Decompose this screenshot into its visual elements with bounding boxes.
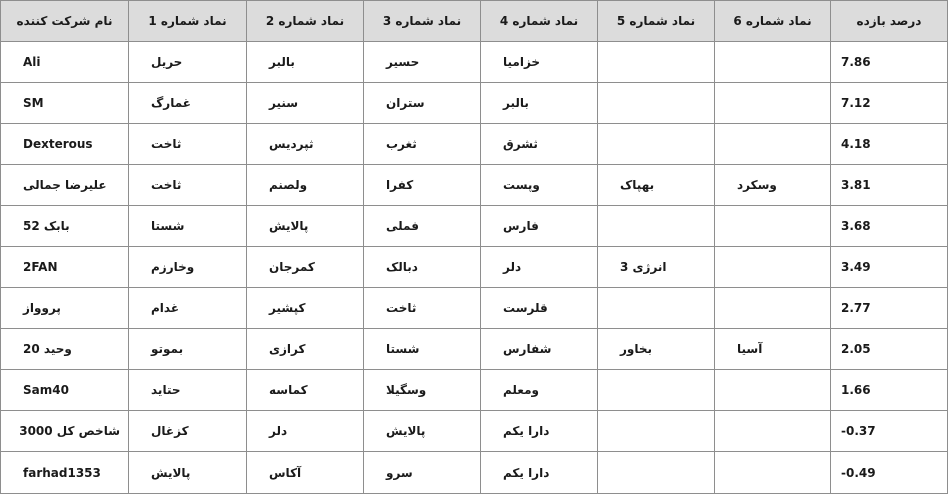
cell-symbol-4: فارس xyxy=(481,206,598,247)
cell-symbol-3: سرو xyxy=(364,452,481,494)
header-symbol-1: نماد شماره 1 xyxy=(129,1,247,42)
table-row xyxy=(1,329,948,370)
cell-symbol-2: پالایش xyxy=(247,206,364,247)
cell-symbol-1: ثاخت xyxy=(129,124,247,165)
cell-symbol-4: خزامیا xyxy=(481,42,598,83)
cell-symbol-2: دلر xyxy=(247,411,364,452)
cell-symbol-6 xyxy=(715,411,831,452)
cell-return-percent: 3.81 xyxy=(831,165,948,206)
cell-return-percent: 3.68 xyxy=(831,206,948,247)
cell-return-percent: 3.49 xyxy=(831,247,948,288)
cell-symbol-1: ثاخت xyxy=(129,165,247,206)
cell-company: شاخص کل 3000 xyxy=(1,411,129,452)
cell-symbol-1: بموتو xyxy=(129,329,247,370)
cell-symbol-3: ستران xyxy=(364,83,481,124)
cell-symbol-4: قلرست xyxy=(481,288,598,329)
cell-symbol-1: کزغال xyxy=(129,411,247,452)
cell-return-percent: 2.77 xyxy=(831,288,948,329)
cell-symbol-6 xyxy=(715,247,831,288)
cell-return-percent: 7.12 xyxy=(831,83,948,124)
cell-company: Sam40 xyxy=(1,370,129,411)
cell-symbol-4: دارا یکم xyxy=(481,452,598,494)
cell-company: farhad1353 xyxy=(1,452,129,494)
cell-symbol-4: دلر xyxy=(481,247,598,288)
cell-symbol-5: بخاور xyxy=(598,329,715,370)
cell-symbol-6 xyxy=(715,42,831,83)
cell-symbol-1: غدام xyxy=(129,288,247,329)
cell-symbol-3: پالایش xyxy=(364,411,481,452)
cell-symbol-3: وسگیلا xyxy=(364,370,481,411)
cell-return-percent: 7.86 xyxy=(831,42,948,83)
cell-symbol-2: سنیر xyxy=(247,83,364,124)
cell-symbol-3: دبالک xyxy=(364,247,481,288)
table-row xyxy=(1,452,948,494)
cell-symbol-5 xyxy=(598,370,715,411)
cell-company: بابک 52 xyxy=(1,206,129,247)
cell-company: علیرضا جمالی xyxy=(1,165,129,206)
cell-company: SM xyxy=(1,83,129,124)
cell-symbol-3: حسیر xyxy=(364,42,481,83)
cell-symbol-6 xyxy=(715,452,831,494)
cell-symbol-1: حریل xyxy=(129,42,247,83)
cell-symbol-5 xyxy=(598,83,715,124)
cell-company: 2FAN xyxy=(1,247,129,288)
cell-return-percent: 4.18 xyxy=(831,124,948,165)
cell-return-percent: -0.37 xyxy=(831,411,948,452)
header-symbol-4: نماد شماره 4 xyxy=(481,1,598,42)
table-row xyxy=(1,124,948,165)
cell-return-percent: 2.05 xyxy=(831,329,948,370)
cell-symbol-5 xyxy=(598,42,715,83)
cell-company: پروواز xyxy=(1,288,129,329)
cell-symbol-5 xyxy=(598,411,715,452)
header-symbol-5: نماد شماره 5 xyxy=(598,1,715,42)
cell-company: Ali xyxy=(1,42,129,83)
table-row xyxy=(1,370,948,411)
cell-symbol-1: حتاید xyxy=(129,370,247,411)
cell-company: Dexterous xyxy=(1,124,129,165)
cell-symbol-6: وسکرد xyxy=(715,165,831,206)
table-row xyxy=(1,165,948,206)
cell-symbol-1: شستا xyxy=(129,206,247,247)
cell-symbol-6 xyxy=(715,206,831,247)
header-symbol-6: نماد شماره 6 xyxy=(715,1,831,42)
cell-symbol-3: شستا xyxy=(364,329,481,370)
table-row xyxy=(1,247,948,288)
table-row xyxy=(1,411,948,452)
cell-symbol-2: کرازی xyxy=(247,329,364,370)
table-row xyxy=(1,288,948,329)
cell-symbol-5 xyxy=(598,206,715,247)
cell-symbol-2: کمرجان xyxy=(247,247,364,288)
cell-symbol-2: کماسه xyxy=(247,370,364,411)
cell-symbol-4: بالبر xyxy=(481,83,598,124)
cell-symbol-4: شفارس xyxy=(481,329,598,370)
cell-symbol-1: غمارگ xyxy=(129,83,247,124)
cell-symbol-4: ومعلم xyxy=(481,370,598,411)
cell-symbol-6 xyxy=(715,124,831,165)
table-row xyxy=(1,206,948,247)
cell-return-percent: -0.49 xyxy=(831,452,948,494)
cell-symbol-2: ولصنم xyxy=(247,165,364,206)
cell-symbol-6: آسیا xyxy=(715,329,831,370)
table-row xyxy=(1,83,948,124)
cell-symbol-3: فملی xyxy=(364,206,481,247)
table-row xyxy=(1,42,948,83)
cell-symbol-6 xyxy=(715,370,831,411)
cell-symbol-5: بهپاک xyxy=(598,165,715,206)
cell-symbol-5 xyxy=(598,288,715,329)
cell-symbol-5 xyxy=(598,452,715,494)
cell-symbol-4: وپست xyxy=(481,165,598,206)
cell-symbol-6 xyxy=(715,83,831,124)
cell-symbol-2: آکاس xyxy=(247,452,364,494)
cell-symbol-4: دارا یکم xyxy=(481,411,598,452)
cell-return-percent: 1.66 xyxy=(831,370,948,411)
header-symbol-3: نماد شماره 3 xyxy=(364,1,481,42)
header-row xyxy=(1,1,948,42)
cell-symbol-3: ثاخت xyxy=(364,288,481,329)
cell-symbol-6 xyxy=(715,288,831,329)
cell-symbol-4: ثشرق xyxy=(481,124,598,165)
cell-symbol-2: کپشیر xyxy=(247,288,364,329)
cell-symbol-2: بالبر xyxy=(247,42,364,83)
header-return-percent: درصد بازده xyxy=(831,1,948,42)
header-company: نام شرکت کننده xyxy=(1,1,129,42)
cell-symbol-5 xyxy=(598,124,715,165)
cell-symbol-3: کفرا xyxy=(364,165,481,206)
cell-company: وحید 20 xyxy=(1,329,129,370)
header-symbol-2: نماد شماره 2 xyxy=(247,1,364,42)
cell-symbol-1: پالایش xyxy=(129,452,247,494)
cell-symbol-5: انرژی 3 xyxy=(598,247,715,288)
cell-symbol-1: وخارزم xyxy=(129,247,247,288)
cell-symbol-2: ثپردیس xyxy=(247,124,364,165)
cell-symbol-3: ثغرب xyxy=(364,124,481,165)
